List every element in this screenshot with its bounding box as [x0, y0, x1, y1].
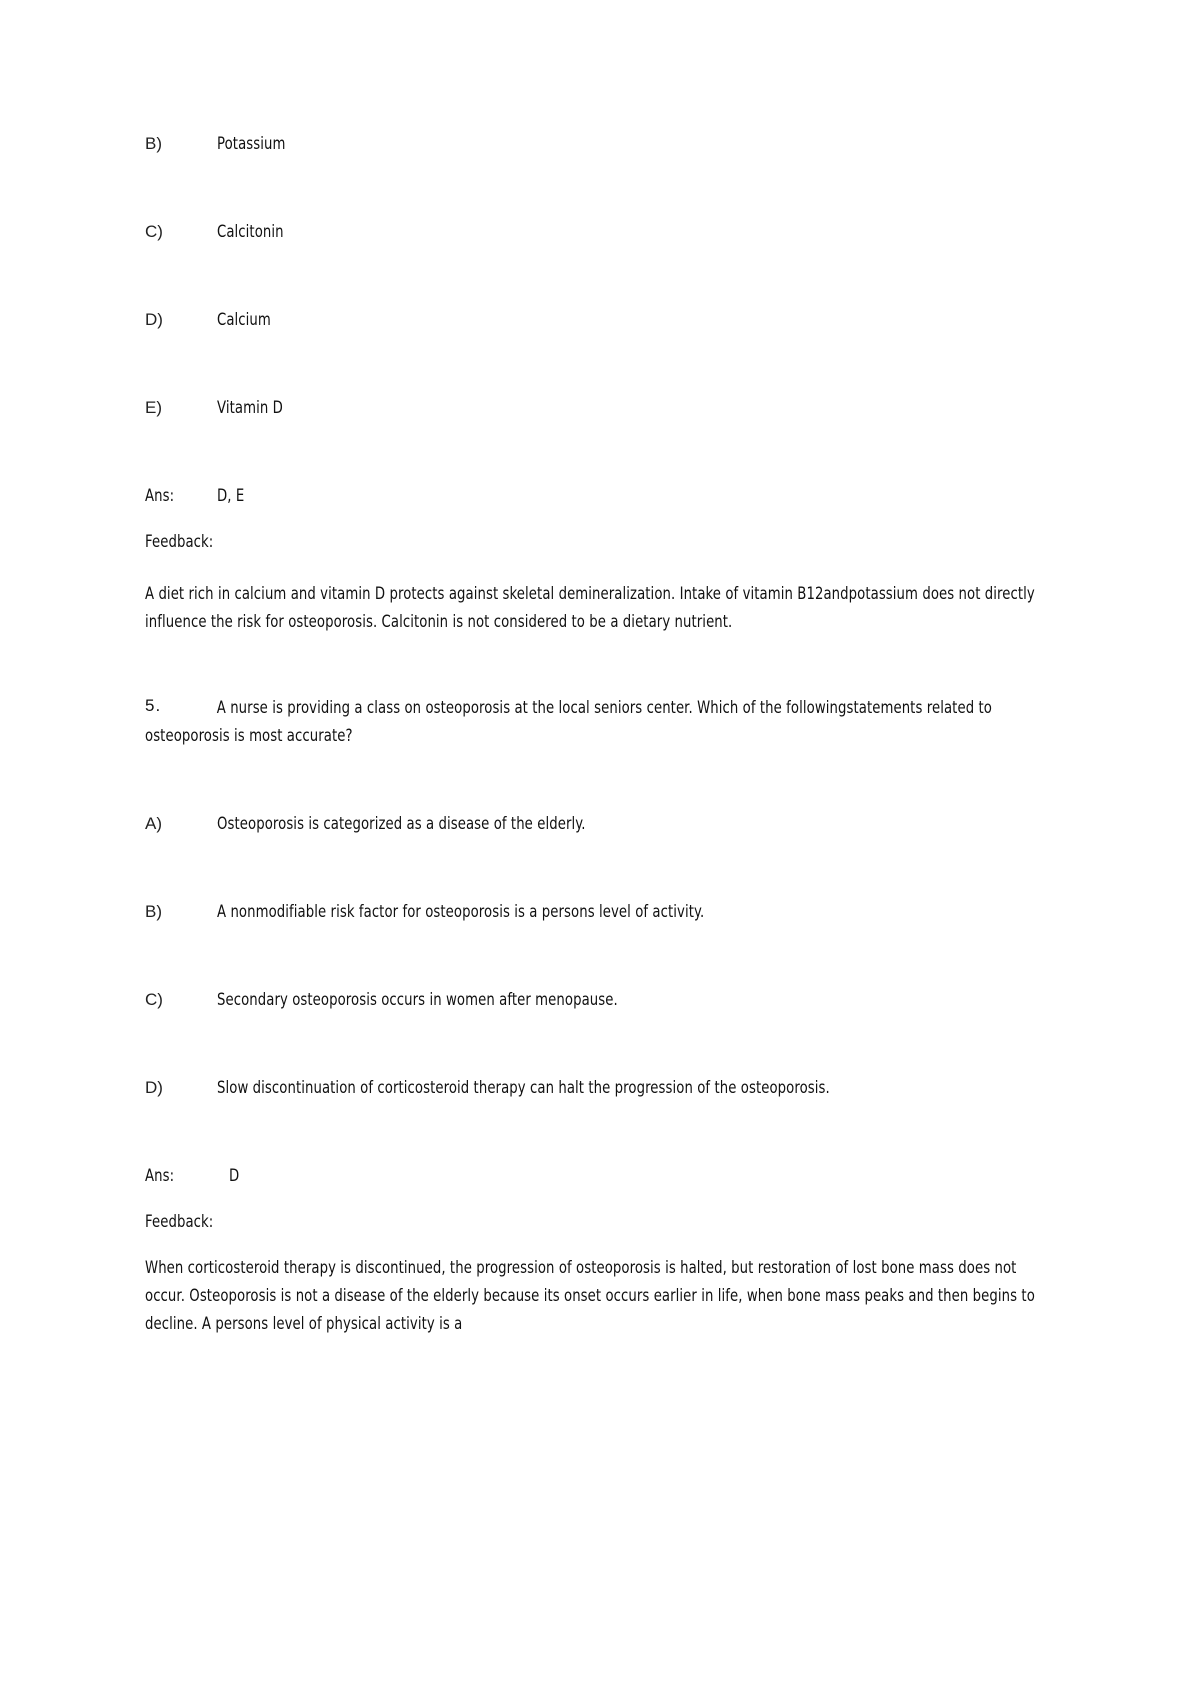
q4-feedback-label: Feedback: [145, 532, 214, 552]
option-text: Calcitonin [217, 222, 284, 242]
feedback-line: When corticosteroid therapy is discontinued, the progression of osteoporosis is halted, but restoration of lost bone mass does not [145, 1258, 1017, 1278]
option-letter: E) [145, 398, 162, 417]
q5-question-text [145, 694, 1191, 750]
option-text: Vitamin D [217, 398, 283, 418]
option-letter: B) [145, 134, 162, 153]
option-letter: D) [145, 310, 163, 329]
option-text: Slow discontinuation of corticosteroid therapy can halt the progression of the osteoporosis. [217, 1078, 830, 1098]
question-line: A nurse is providing a class on osteoporosis at the local seniors center. Which of the followingstatements related to [216, 698, 992, 718]
q5-feedback-label: Feedback: [145, 1212, 214, 1232]
feedback-line: A diet rich in calcium and vitamin D protects against skeletal demineralization. Intake of vitamin B12andpotassium does not directly [145, 584, 1035, 604]
option-text: Potassium [217, 134, 286, 154]
feedback-line: occur. Osteoporosis is not a disease of the elderly because its onset occurs earlier in life, when bone mass peaks and then begins to [145, 1286, 1035, 1306]
question-number: 5. [145, 696, 162, 715]
answer-value: D, E [217, 486, 245, 506]
option-text: Osteoporosis is categorized as a disease of the elderly. [217, 814, 586, 834]
option-text: A nonmodifiable risk factor for osteoporosis is a persons level of activity. [217, 902, 705, 922]
feedback-line: decline. A persons level of physical activity is a [145, 1314, 463, 1334]
option-letter: C) [145, 990, 163, 1009]
option-text: Secondary osteoporosis occurs in women after menopause. [217, 990, 618, 1010]
option-letter: C) [145, 222, 163, 241]
question-line: osteoporosis is most accurate? [145, 726, 353, 746]
q4-feedback-text [145, 580, 1191, 636]
option-letter: D) [145, 1078, 163, 1097]
feedback-line: influence the risk for osteoporosis. Calcitonin is not considered to be a dietary nutrient. [145, 612, 733, 632]
answer-label: Ans: [145, 1166, 175, 1186]
q5-feedback-text [145, 1254, 1191, 1338]
option-letter: A) [145, 814, 162, 833]
answer-label: Ans: [145, 486, 175, 506]
option-letter: B) [145, 902, 162, 921]
option-text: Calcium [217, 310, 271, 330]
answer-value: D [229, 1166, 240, 1186]
